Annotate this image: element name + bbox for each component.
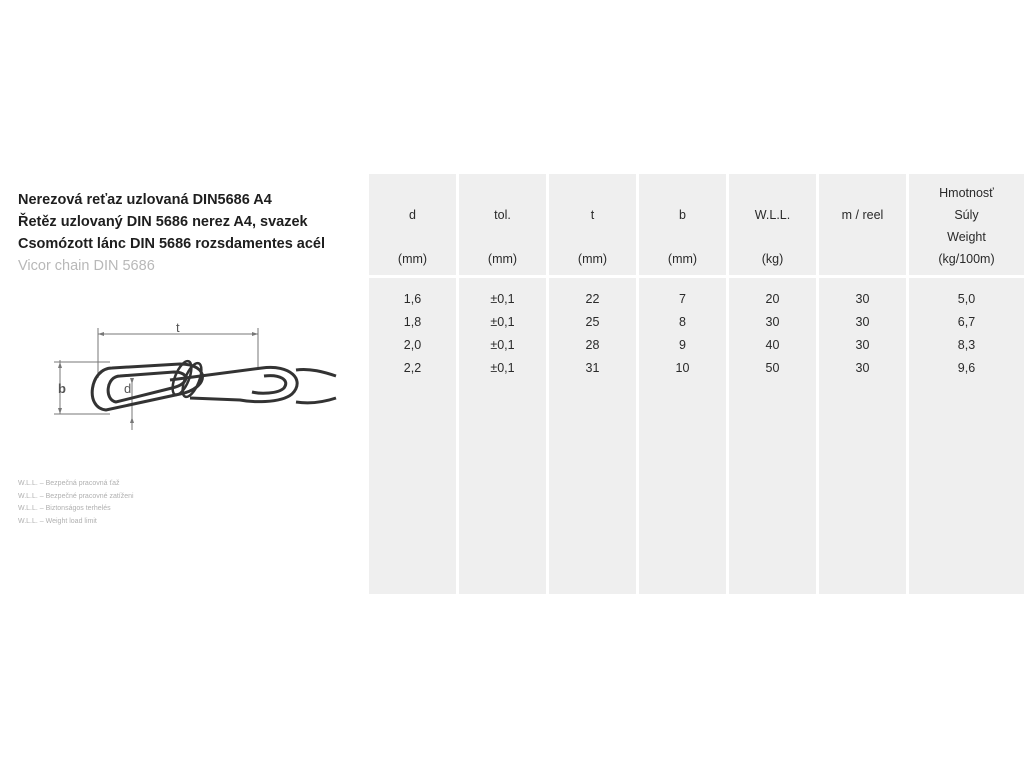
chain-link-next bbox=[296, 369, 336, 376]
column-m-reel bbox=[819, 174, 906, 594]
arrow-d-bottom bbox=[130, 417, 134, 423]
wll-notes bbox=[18, 478, 134, 528]
table-cell: 22 bbox=[585, 292, 600, 306]
arrow-t-right bbox=[252, 332, 258, 336]
chain-diagram bbox=[40, 318, 340, 443]
column-weight bbox=[909, 174, 1024, 594]
table-cell: 30 bbox=[855, 315, 870, 329]
table-cell: 30 bbox=[855, 361, 870, 375]
chain-link-next-lower bbox=[296, 398, 336, 403]
title-czech: Řetěz uzlovaný DIN 5686 nerez A4, svazek bbox=[18, 214, 308, 230]
label-b: b bbox=[58, 381, 66, 396]
title-hungarian: Csomózott lánc DIN 5686 rozsdamentes acél bbox=[18, 236, 326, 252]
column-b bbox=[639, 174, 726, 594]
column-body bbox=[729, 278, 816, 594]
table-cell: 1,8 bbox=[403, 315, 422, 329]
table-cell: 2,2 bbox=[403, 361, 422, 375]
title-slovak: Nerezová reťaz uzlovaná DIN5686 A4 bbox=[18, 192, 272, 208]
header-label: m / reel bbox=[841, 208, 884, 222]
column-body bbox=[369, 278, 456, 594]
header-unit: (mm) bbox=[487, 252, 518, 266]
header-unit: (kg/100m) bbox=[938, 252, 995, 266]
header-label: b bbox=[679, 208, 686, 222]
wll-note-english: W.L.L. – Weight load limit bbox=[18, 517, 97, 525]
header-unit: (mm) bbox=[577, 252, 608, 266]
header-label: d bbox=[409, 208, 416, 222]
wll-note-czech: W.L.L. – Bezpečné pracovné zatíženi bbox=[18, 492, 134, 500]
table-cell: 9,6 bbox=[957, 361, 976, 375]
header-label: W.L.L. bbox=[754, 208, 791, 222]
wll-note-slovak: W.L.L. – Bezpečná pracovná ťaž bbox=[18, 480, 120, 487]
chain-link-right-inner bbox=[252, 376, 286, 394]
arrow-b-top bbox=[58, 362, 62, 368]
header-unit: (mm) bbox=[397, 252, 428, 266]
column-body bbox=[639, 278, 726, 594]
table-cell: 2,0 bbox=[403, 338, 422, 352]
table-cell: 28 bbox=[585, 338, 600, 352]
header-label: t bbox=[590, 208, 595, 222]
column-header bbox=[819, 174, 906, 275]
column-header bbox=[639, 174, 726, 275]
spec-table bbox=[369, 174, 1024, 594]
column-wll bbox=[729, 174, 816, 594]
column-body bbox=[549, 278, 636, 594]
column-d bbox=[369, 174, 456, 594]
column-header bbox=[369, 174, 456, 275]
table-cell: 30 bbox=[765, 315, 780, 329]
table-cell: 1,6 bbox=[403, 292, 422, 306]
table-cell: 5,0 bbox=[957, 292, 976, 306]
header-label-stack bbox=[909, 182, 1024, 270]
table-cell: ±0,1 bbox=[490, 292, 515, 306]
header-unit: (mm) bbox=[667, 252, 698, 266]
table-cell: 6,7 bbox=[957, 315, 976, 329]
label-t: t bbox=[176, 320, 180, 335]
arrow-t-left bbox=[98, 332, 104, 336]
column-tol bbox=[459, 174, 546, 594]
column-body bbox=[459, 278, 546, 594]
header-label-slovak: Hmotnosť bbox=[939, 186, 994, 200]
column-header bbox=[729, 174, 816, 275]
column-header bbox=[909, 174, 1024, 275]
column-header bbox=[549, 174, 636, 275]
table-cell: 9 bbox=[679, 338, 686, 352]
table-cell: 7 bbox=[679, 292, 686, 306]
header-label: tol. bbox=[494, 208, 511, 222]
column-header bbox=[459, 174, 546, 275]
table-cell: ±0,1 bbox=[490, 338, 515, 352]
wll-note-hungarian: W.L.L. – Biztonságos terhelés bbox=[18, 505, 111, 512]
table-cell: 8 bbox=[679, 315, 686, 329]
table-cell: ±0,1 bbox=[490, 361, 515, 375]
product-titles bbox=[18, 189, 325, 277]
label-d: d bbox=[124, 381, 132, 396]
table-cell: 40 bbox=[765, 338, 780, 352]
table-cell: 20 bbox=[765, 292, 780, 306]
header-label-english: Weight bbox=[947, 230, 986, 244]
header-label-hungarian: Súly bbox=[954, 208, 979, 222]
table-cell: 30 bbox=[855, 338, 870, 352]
table-cell: 50 bbox=[765, 361, 780, 375]
table-cell: 10 bbox=[675, 361, 690, 375]
table-cell: 25 bbox=[585, 315, 600, 329]
column-body bbox=[819, 278, 906, 594]
column-body bbox=[909, 278, 1024, 594]
column-t bbox=[549, 174, 636, 594]
table-cell: 31 bbox=[585, 361, 600, 375]
table-cell: 8,3 bbox=[957, 338, 976, 352]
table-cell: ±0,1 bbox=[490, 315, 515, 329]
header-unit: (kg) bbox=[761, 252, 784, 266]
arrow-b-bottom bbox=[58, 408, 62, 414]
title-english: Vicor chain DIN 5686 bbox=[18, 258, 155, 274]
table-cell: 30 bbox=[855, 292, 870, 306]
